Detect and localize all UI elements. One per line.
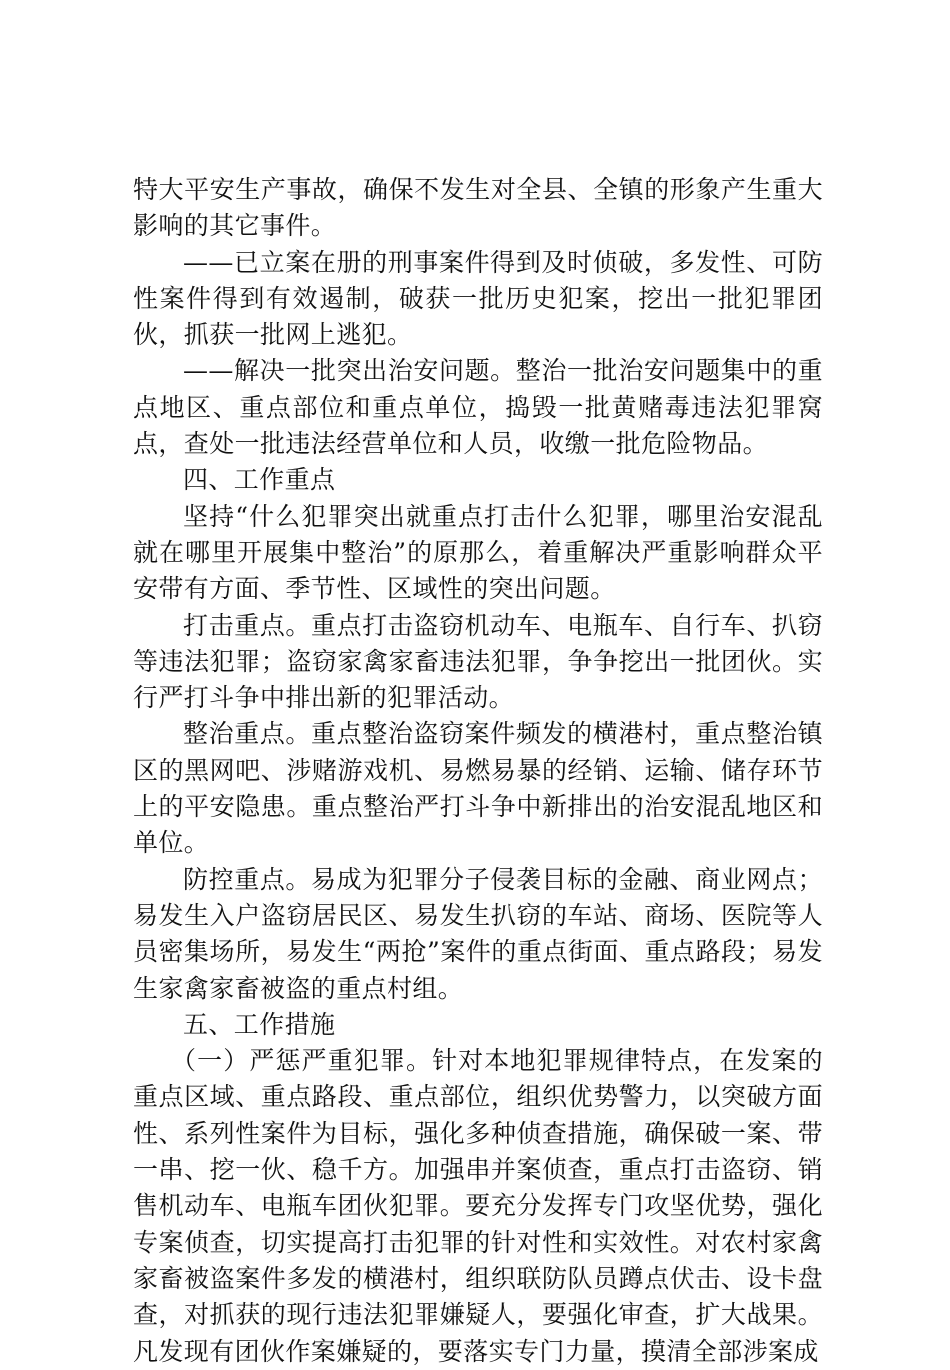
paragraph-3: ——解决一批突出治安问题。整治一批治安问题集中的重点地区、重点部位和重点单位，捣毁一批黄赌毒违法犯罪窝点，查处一批违法经营单位和人员，收缴一批危险物品。 bbox=[133, 356, 823, 459]
paragraph-6: 打击重点。重点打击盗窃机动车、电瓶车、自行车、扒窃等违法犯罪；盗窃家禽家畜违法犯罪，争争挖出一批团伙。实行严打斗争中排出新的犯罪活动。 bbox=[133, 610, 823, 713]
paragraph-2: ——已立案在册的刑事案件得到及时侦破，多发性、可防性案件得到有效遏制，破获一批历史犯案，挖出一批犯罪团伙，抓获一批网上逃犯。 bbox=[133, 247, 823, 350]
paragraph-5: 坚持“什么犯罪突出就重点打击什么犯罪，哪里治安混乱就在哪里开展集中整治”的原那么，着重解决严重影响群众平安带有方面、季节性、区域性的突出问题。 bbox=[133, 501, 823, 604]
section-heading-5: 五、工作措施 bbox=[183, 1009, 336, 1039]
paragraph-10: （一）严惩严重犯罪。针对本地犯罪规律特点，在发案的重点区域、重点路段、重点部位，组织优势警力，以突破方面性、系列性案件为目标，强化多种侦查措施，确保破一案、带一串、挖一伙、稳千方。加强串并案侦查，重点打击盗窃、销售机动车、电瓶车团伙犯罪。要充分发挥专门攻坚优势，强化专案侦查，切实提高打击犯罪的针对性和实效性。对农村家禽家畜被盗案件多发的横港村，组织联防队员蹲点伏击、设卡盘查，对抓获的现行违法犯罪嫌疑人，要强化审查，扩大战果。凡发现有团伙作案嫌疑的，要落实专门力量，摸清全部涉案成 bbox=[133, 1046, 823, 1366]
section-heading-4: 四、工作重点 bbox=[183, 465, 336, 495]
document-body bbox=[133, 172, 823, 1370]
paragraph-7: 整治重点。重点整治盗窃案件频发的横港村，重点整治镇区的黑网吧、涉赌游戏机、易燃易暴的经销、运输、储存环节上的平安隐患。重点整治严打斗争中新排出的治安混乱地区和单位。 bbox=[133, 719, 823, 858]
paragraph-8: 防控重点。易成为犯罪分子侵袭目标的金融、商业网点；易发生入户盗窃居民区、易发生扒窃的车站、商场、医院等人员密集场所，易发生“两抢”案件的重点街面、重点路段；易发生家禽家畜被盗的重点村组。 bbox=[133, 864, 823, 1003]
paragraph-1: 特大平安生产事故，确保不发生对全县、全镇的形象产生重大影响的其它事件。 bbox=[133, 175, 823, 241]
